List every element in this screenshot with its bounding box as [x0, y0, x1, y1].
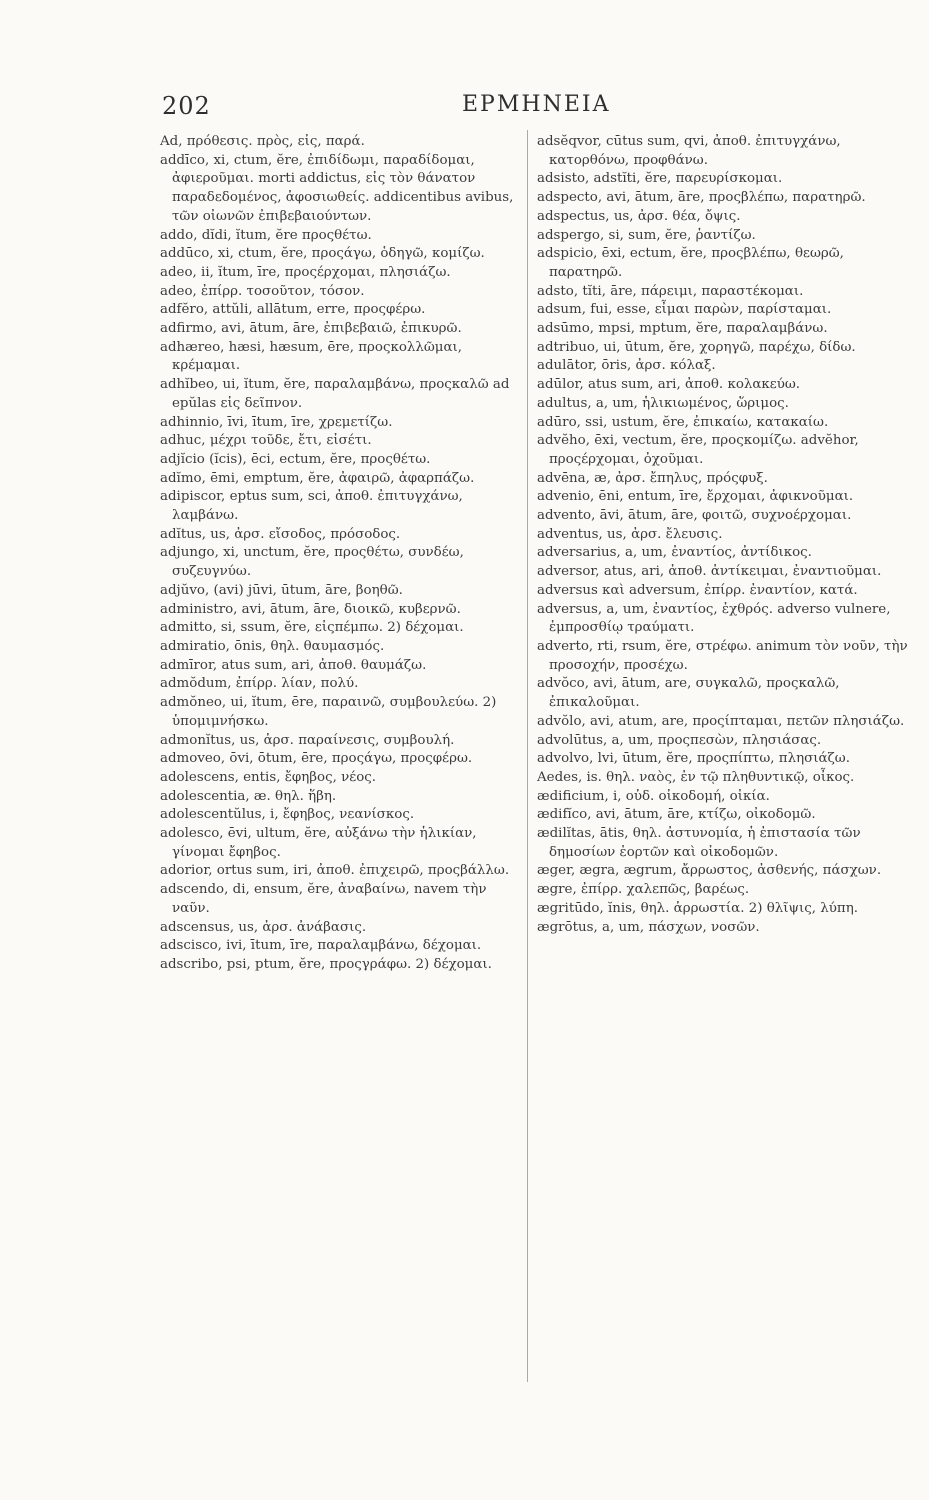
dictionary-entry: adolesco, ēvi, ultum, ĕre, αὐξάνω τὴν ἡλικίαν, γίνομαι ἔφηβος. — [160, 826, 477, 860]
dictionary-entry: adspicio, ēxi, ectum, ĕre, προςβλέπω, θεωρῶ, παρατηρῶ. — [537, 246, 844, 280]
dictionary-entry: admitto, si, ssum, ĕre, εἰςπέμπω. 2) δέχομαι. — [160, 620, 464, 636]
dictionary-entry: admiratio, ōnis, θηλ. θαυμασμός. — [160, 638, 385, 654]
dictionary-entry: adjŭvo, (avi) jūvi, ūtum, āre, βοηθῶ. — [160, 582, 403, 598]
dictionary-entry: addūco, xi, ctum, ĕre, προςάγω, ὁδηγῶ, κομίζω. — [160, 246, 485, 262]
dictionary-entry: adfĕro, attŭli, allātum, erre, προςφέρω. — [160, 302, 426, 318]
dictionary-entry: adversus καὶ adversum, ἐπίρρ. ἐναντίον, κατά. — [537, 582, 858, 598]
dictionary-entry: adeo, ἐπίρρ. τοσοῦτον, τόσον. — [160, 283, 365, 299]
dictionary-entry: admonĭtus, us, ἀρσ. παραίνεσις, συμβουλή. — [160, 732, 455, 748]
dictionary-entry: adsum, fui, esse, εἶμαι παρὼν, παρίσταμαι. — [537, 302, 832, 318]
dictionary-entry: adverto, rti, rsum, ĕre, στρέφω. animum τὸν νοῦν, τὴν προσοχήν, προσέχω. — [537, 638, 908, 673]
dictionary-entry: adorior, ortus sum, iri, ἀποθ. ἐπιχειρῶ, προςβάλλω. — [160, 863, 510, 879]
running-title: ΕΡΜΗΝΕΙΑ — [462, 92, 611, 117]
dictionary-entry: adhinnio, īvi, ītum, īre, χρεμετίζω. — [160, 414, 393, 430]
dictionary-entry: adhĭbeo, ui, ĭtum, ĕre, παραλαμβάνω, προςκαλῶ ad epŭlas εἰς δεῖπνον. — [160, 377, 510, 411]
dictionary-entry: adulātor, ōris, ἀρσ. κόλαξ. — [537, 358, 716, 374]
dictionary-entry: adjungo, xi, unctum, ĕre, προςθέτω, συνδέω, συζευγνύω. — [160, 545, 464, 580]
dictionary-entry: addo, dĭdi, ĭtum, ĕre προςθέτω. — [160, 227, 372, 243]
dictionary-entry: admīror, atus sum, ari, ἀποθ. θαυμάζω. — [160, 657, 427, 673]
dictionary-entry: advolūtus, a, um, προςπεσὼν, πλησιάσας. — [537, 732, 822, 748]
dictionary-entry: adūro, ssi, ustum, ĕre, ἐπικαίω, κατακαίω. — [537, 414, 829, 430]
dictionary-entry: adsto, tĭti, āre, πάρειμι, παραστέκομαι. — [537, 283, 804, 299]
dictionary-entry: adĭtus, us, ἀρσ. εἴσοδος, πρόσοδος. — [160, 526, 401, 542]
dictionary-entry: ægritūdo, ĭnis, θηλ. ἀρρωστία. 2) θλῖψις, λύπη. — [537, 900, 858, 916]
dictionary-entry: adolescens, entis, ἔφηβος, νέος. — [160, 769, 377, 785]
dictionary-entry: administro, avi, ātum, āre, διοικῶ, κυβερνῶ. — [160, 601, 461, 617]
dictionary-entry: adventus, us, ἀρσ. ἔλευσις. — [537, 526, 723, 542]
dictionary-entry: adscisco, ivi, ītum, īre, παραλαμβάνω, δέχομαι. — [160, 938, 482, 954]
dictionary-entry: admŏdum, ἐπίρρ. λίαν, πολύ. — [160, 676, 359, 692]
dictionary-entry: addīco, xi, ctum, ĕre, ἐπιδίδωμι, παραδίδομαι, ἀφιεροῦμαι. morti addictus, εἰς τὸν θάνατον παραδεδομένος, ἀφοσιωθείς. addicentibus avibus, τῶν οἰωνῶν ἐπιβεβαιούντων. — [160, 152, 514, 224]
page-number: 202 — [162, 92, 211, 120]
dictionary-entry: ædilĭtas, ātis, θηλ. ἀστυνομία, ἡ ἐπιστασία τῶν δημοσίων ἑορτῶν καὶ οἰκοδομῶν. — [537, 826, 861, 860]
dictionary-entry: adsisto, adstĭti, ĕre, παρευρίσκομαι. — [537, 171, 783, 187]
dictionary-entry: advŏco, avi, ātum, are, συγκαλῶ, προςκαλῶ, ἐπικαλοῦμαι. — [537, 676, 840, 711]
dictionary-entry: adspectus, us, ἀρσ. θέα, ὄψις. — [537, 208, 741, 224]
dictionary-entry: advŏlo, avi, atum, are, προςίπταμαι, πετῶν πλησιάζω. — [537, 713, 905, 729]
dictionary-entry: adolescentia, æ. θηλ. ἥβη. — [160, 788, 337, 804]
dictionary-entry: adspergo, si, sum, ĕre, ῥαντίζω. — [537, 227, 756, 243]
dictionary-entry: advolvo, lvi, ūtum, ĕre, προςπίπτω, πλησιάζω. — [537, 751, 850, 767]
dictionary-entry: adhæreo, hæsi, hæsum, ēre, προςκολλῶμαι, κρέμαμαι. — [160, 339, 463, 374]
dictionary-entry: advenio, ēni, entum, īre, ἔρχομαι, ἀφικνοῦμαι. — [537, 489, 854, 505]
dictionary-entry: ædifĭco, avi, ātum, āre, κτίζω, οἰκοδομῶ. — [537, 807, 816, 823]
dictionary-entry: adversarius, a, um, ἐναντίος, ἀντίδικος. — [537, 545, 812, 561]
dictionary-entry: adscribo, psi, ptum, ĕre, προςγράφω. 2) δέχομαι. — [160, 956, 492, 972]
dictionary-entry: adfirmo, avi, ātum, āre, ἐπιβεβαιῶ, ἐπικυρῶ. — [160, 321, 462, 337]
dictionary-entry: adtribuo, ui, ūtum, ĕre, χορηγῶ, παρέχω, δίδω. — [537, 339, 856, 355]
dictionary-entry: advĕho, ēxi, vectum, ĕre, προςκομίζω. advĕhor, προςέρχομαι, ὀχοῦμαι. — [537, 433, 859, 467]
dictionary-entry: admoveo, ōvi, ōtum, ēre, προςάγω, προςφέρω. — [160, 751, 473, 767]
right-column — [537, 133, 909, 937]
dictionary-entry: adeo, ii, ĭtum, īre, προςέρχομαι, πλησιάζω. — [160, 264, 451, 280]
dictionary-entry: ægre, ἐπίρρ. χαλεπῶς, βαρέως. — [537, 882, 750, 898]
dictionary-entry: æger, ægra, ægrum, ἄρρωστος, ἀσθενής, πάσχων. — [537, 863, 882, 879]
dictionary-entry: ædificium, i, οὐδ. οἰκοδομή, οἰκία. — [537, 788, 770, 804]
left-column — [160, 133, 522, 975]
dictionary-entry: Ad, πρόθεσις. πρὸς, εἰς, παρά. — [160, 134, 365, 149]
dictionary-entry: adversor, atus, ari, ἀποθ. ἀντίκειμαι, ἐναντιοῦμαι. — [537, 564, 882, 580]
dictionary-entry: adultus, a, um, ἡλικιωμένος, ὥριμος. — [537, 395, 789, 411]
dictionary-entry: ægrōtus, a, um, πάσχων, νοσῶν. — [537, 919, 760, 935]
dictionary-entry: adolescentŭlus, i, ἔφηβος, νεανίσκος. — [160, 807, 415, 823]
dictionary-entry: adsĕqvor, cūtus sum, qvi, ἀποθ. ἐπιτυγχάνω, κατορθόνω, προφθάνω. — [537, 134, 841, 168]
dictionary-entry: adscendo, di, ensum, ĕre, ἀναβαίνω, navem τὴν ναῦν. — [160, 882, 487, 916]
dictionary-entry: adjĭcio (ĭcis), ēci, ectum, ĕre, προςθέτω. — [160, 451, 431, 467]
dictionary-entry: advēna, æ, ἀρσ. ἔπηλυς, πρόςφυξ. — [537, 470, 768, 486]
dictionary-entry: advento, āvi, ātum, āre, φοιτῶ, συχνοέρχομαι. — [537, 508, 852, 524]
dictionary-entry: Aedes, is. θηλ. ναὸς, ἐν τῷ πληθυντικῷ, οἶκος. — [537, 769, 855, 785]
dictionary-entry: adipiscor, eptus sum, sci, ἀποθ. ἐπιτυγχάνω, λαμβάνω. — [160, 489, 463, 524]
dictionary-entry: admŏneo, ui, ĭtum, ēre, παραινῶ, συμβουλεύω. 2) ὑπομιμνήσκω. — [160, 695, 497, 729]
dictionary-entry: adūlor, atus sum, ari, ἀποθ. κολακεύω. — [537, 377, 801, 393]
page-header — [162, 92, 739, 124]
dictionary-entry: adhuc, μέχρι τοῦδε, ἔτι, εἰσέτι. — [160, 433, 372, 449]
dictionary-entry: adĭmo, ēmi, emptum, ĕre, ἀφαιρῶ, ἀφαρπάζω. — [160, 470, 475, 486]
dictionary-entry: adspecto, avi, ātum, āre, προςβλέπω, παρατηρῶ. — [537, 190, 866, 206]
dictionary-entry: adsūmo, mpsi, mptum, ĕre, παραλαμβάνω. — [537, 321, 828, 337]
dictionary-entry: adscensus, us, ἀρσ. ἀνάβασις. — [160, 919, 367, 935]
column-divider — [527, 130, 528, 1382]
dictionary-entry: adversus, a, um, ἐναντίος, ἐχθρός. adverso vulnere, ἐμπροσθίῳ τραύματι. — [537, 601, 891, 636]
